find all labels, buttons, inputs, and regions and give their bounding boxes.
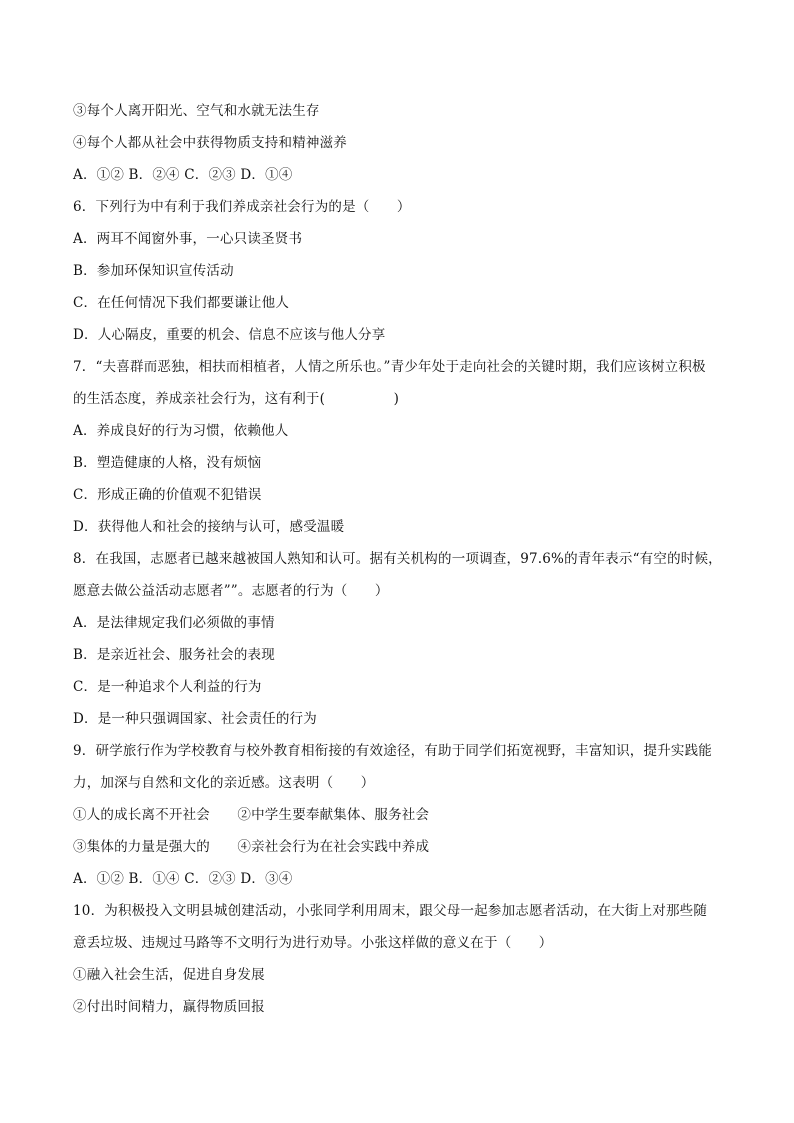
q7-option-b: B．塑造健康的人格，没有烦恼 [73,455,262,471]
q8-option-c: C．是一种追求个人利益的行为 [73,679,262,695]
option-line-4: ④每个人都从社会中获得物质支持和精神滋养 [73,135,347,151]
question-10-line-2: 意丢垃圾、违规过马路等不文明行为进行劝导。小张这样做的意义在于（ ） [73,935,553,951]
question-6: 6．下列行为中有利于我们养成亲社会行为的是（ ） [73,199,411,215]
q6-option-a: A．两耳不闻窗外事，一心只读圣贤书 [73,231,303,247]
q9-statements-1-2: ①人的成长离不开社会 ②中学生要奉献集体、服务社会 [73,807,430,823]
q7-option-a: A．养成良好的行为习惯，依赖他人 [73,423,289,439]
question-8-line-1: 8．在我国，志愿者已越来越被国人熟知和认可。据有关机构的一项调查，97.6%的青年表示“有空的时候， [73,551,722,567]
question-9-line-2: 力，加深与自然和文化的亲近感。这表明（ ） [73,775,375,791]
question-7-line-2: 的生活态度，养成亲社会行为，这有利于( ) [73,391,400,407]
q10-statement-2: ②付出时间精力，赢得物质回报 [73,999,265,1015]
question-8-line-2: 愿意去做公益活动志愿者””。志愿者的行为（ ） [73,583,389,599]
option-line-3: ③每个人离开阳光、空气和水就无法生存 [73,103,320,119]
q8-option-d: D．是一种只强调国家、社会责任的行为 [73,711,317,727]
q7-option-c: C．形成正确的价值观不犯错误 [73,487,262,503]
q7-option-d: D．获得他人和社会的接纳与认可，感受温暖 [73,519,345,535]
q6-option-b: B．参加环保知识宣传活动 [73,263,234,279]
question-7-line-1: 7．“夫喜群而恶独，相扶而相植者，人情之所乐也。”青少年处于走向社会的关键时期，我们应该树立积极 [73,359,706,375]
q10-statement-1: ①融入社会生活，促进自身发展 [73,967,265,983]
q8-option-a: A．是法律规定我们必须做的事情 [73,615,275,631]
question-10-line-1: 10．为积极投入文明县城创建活动，小张同学利用周末，跟父母一起参加志愿者活动，在大街上对那些随 [73,903,708,919]
q9-statements-3-4: ③集体的力量是强大的 ④亲社会行为在社会实践中养成 [73,839,430,855]
q6-option-d: D．人心隔皮，重要的机会、信息不应该与他人分享 [73,327,386,343]
answer-choices-q5: A．①② B．②④ C．②③ D．①④ [73,167,293,183]
q8-option-b: B．是亲近社会、服务社会的表现 [73,647,275,663]
answer-choices-q9: A．①② B．①④ C．②③ D．③④ [73,871,293,887]
q6-option-c: C．在任何情况下我们都要谦让他人 [73,295,290,311]
question-9-line-1: 9．研学旅行作为学校教育与校外教育相衔接的有效途径，有助于同学们拓宽视野，丰富知识，提升实践能 [73,743,712,759]
